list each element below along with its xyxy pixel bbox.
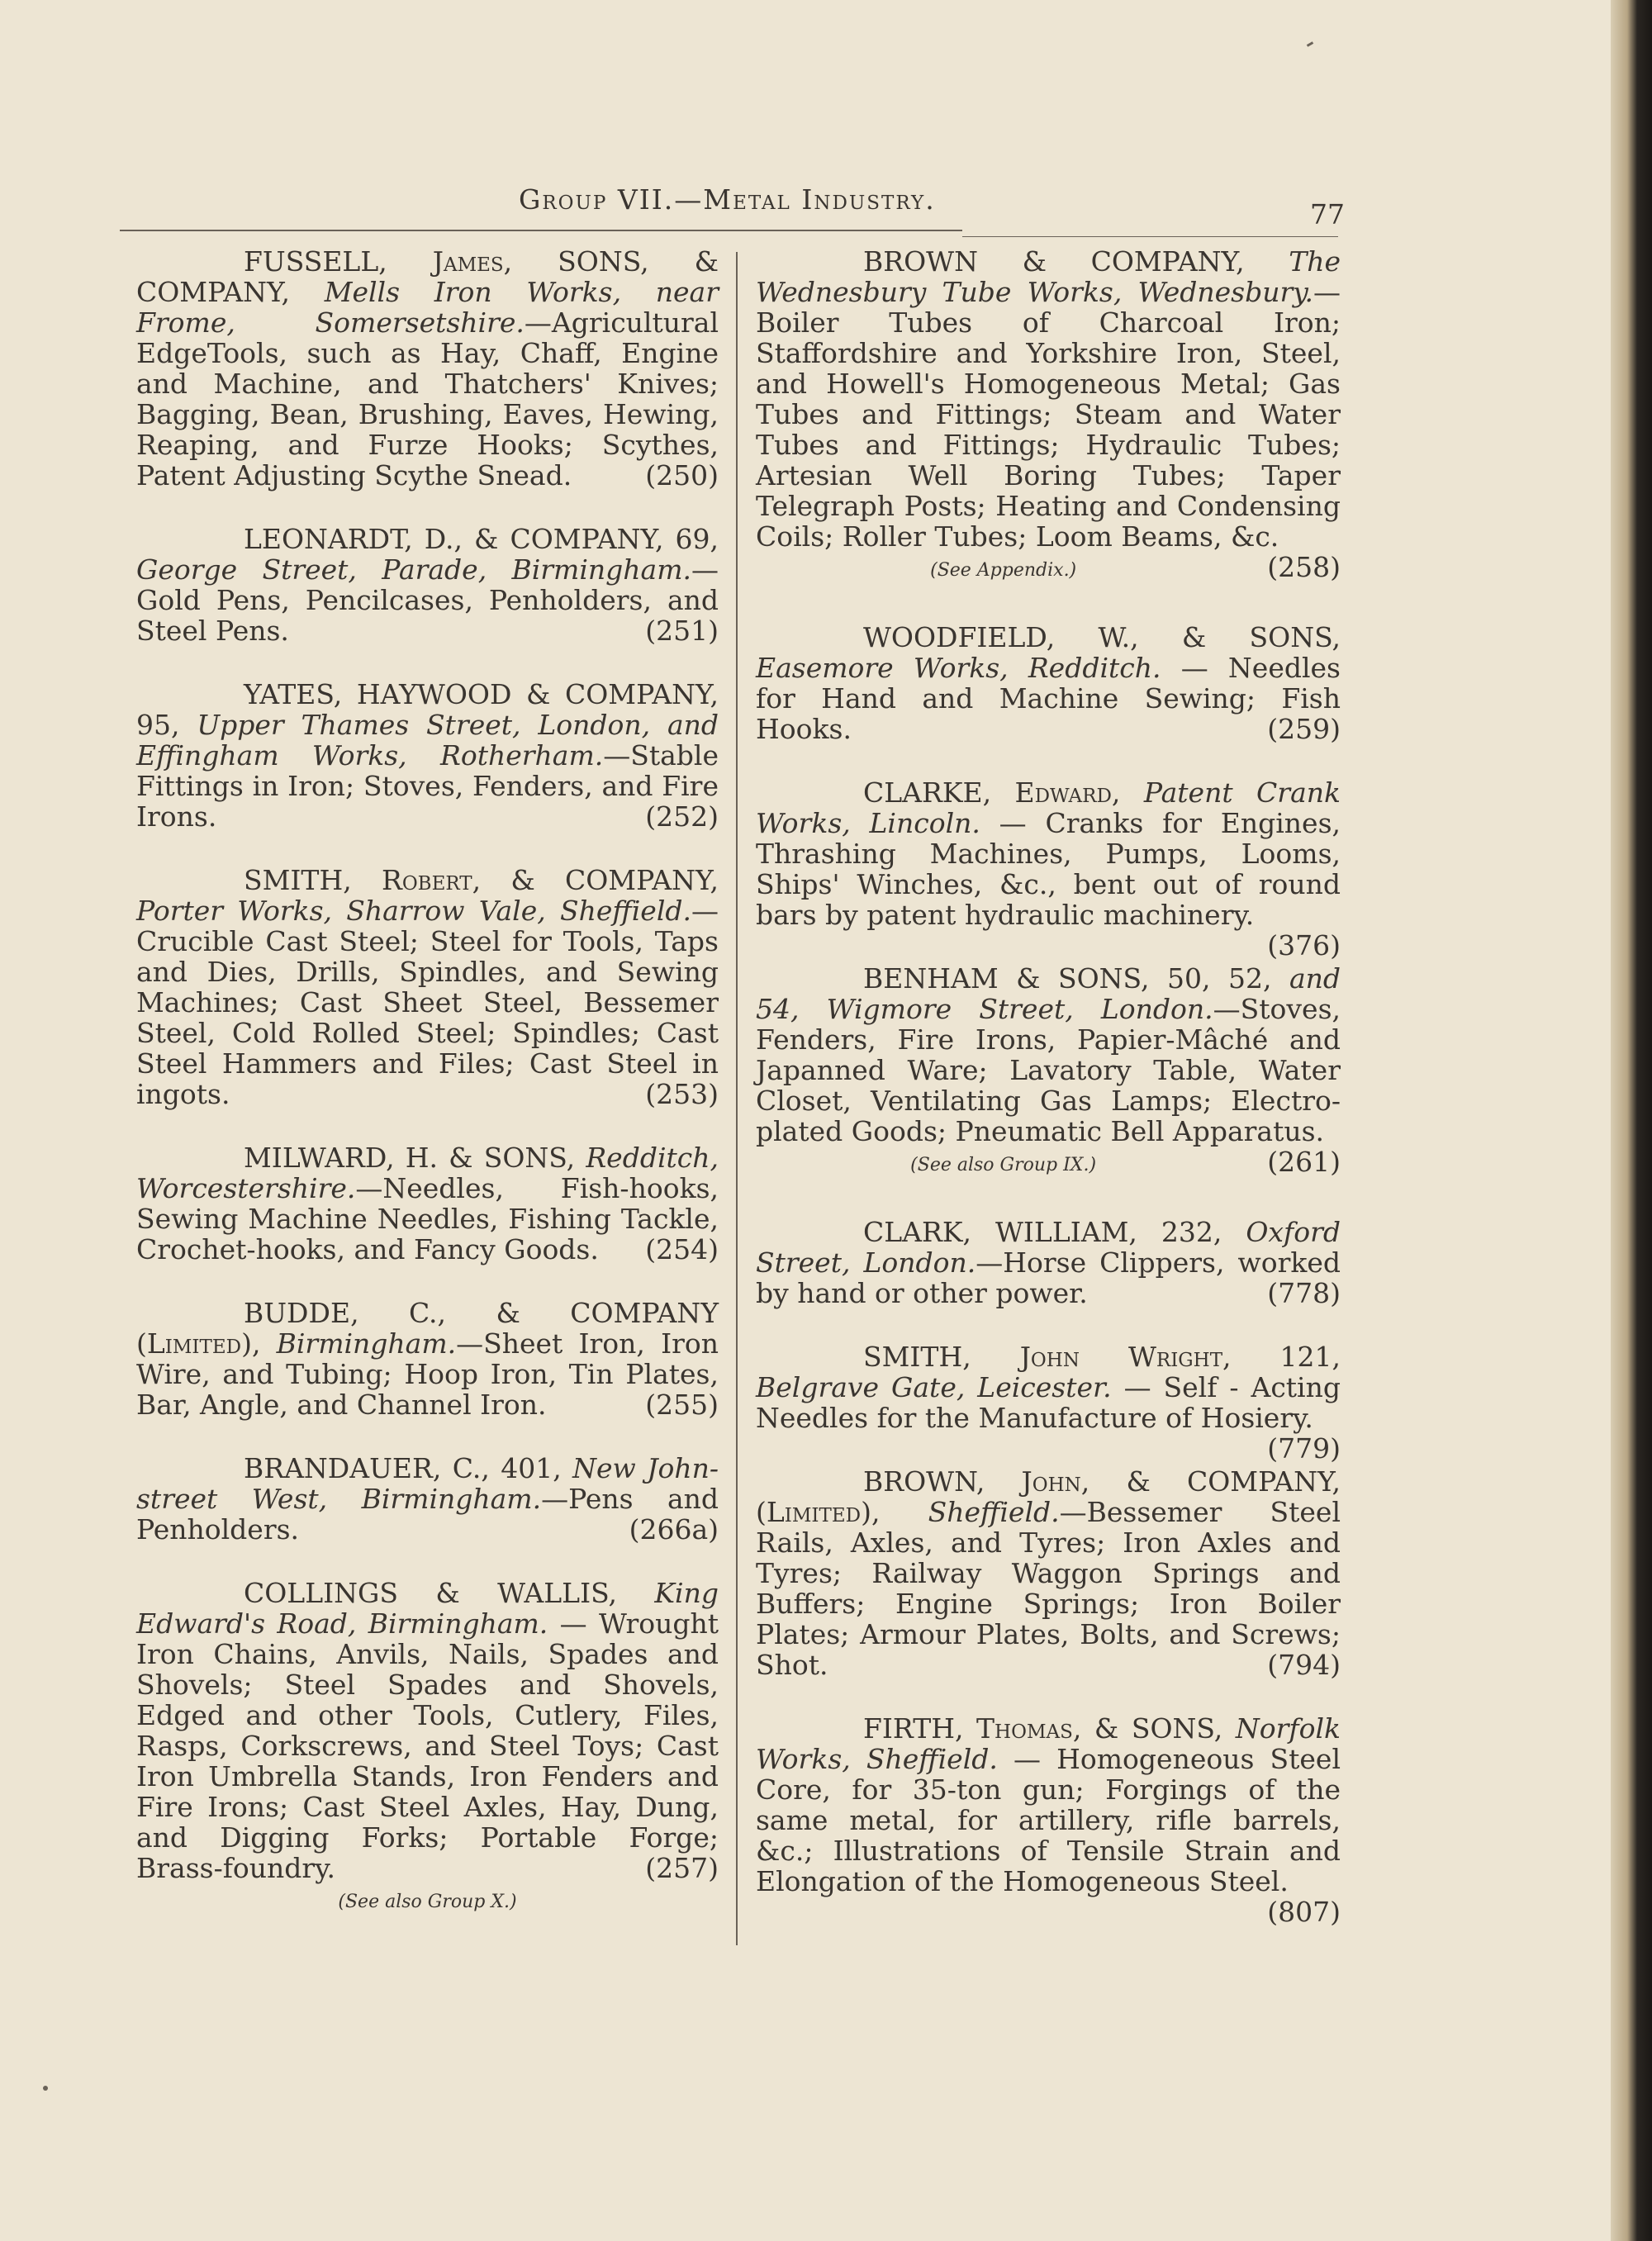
entry-number: (258) (1267, 551, 1341, 583)
entry-name: SMITH, (863, 1341, 1020, 1373)
entry-name: LEONARDT, D., & COMPANY, 69, (244, 523, 719, 555)
entry-place: New John-street West, Birmingham. (136, 1452, 719, 1515)
entry (136, 1298, 719, 1420)
entry-name: FIRTH, (863, 1712, 977, 1745)
entry (136, 1142, 719, 1265)
entry (136, 679, 719, 832)
entry-place: The Wednesbury Tube Works, Wednesbury. (756, 245, 1341, 308)
entry-desc: — Wrought Iron Chains, Anvils, Nails, Spades and Shovels; Steel Spades and Shovels, Edged and other Tools, Cutlery, Files, Rasps, Corkscrews, and Steel Toys; Cast Iron Umbrella Stands, Iron Fenders and Fire Irons; Cast Steel Axles, Hay, Dung, and Digging Forks; Portable Forge; Brass-foundry. (136, 1607, 719, 1884)
entry-number: (261) (1267, 1146, 1341, 1178)
entry-name: FUSSELL, (244, 245, 433, 278)
entry-name: YATES, HAYWOOD & COMPANY, 95, (136, 678, 719, 741)
entry-name: MILWARD, H. & SONS, (244, 1142, 586, 1174)
entry-desc: —Boiler Tubes of Charcoal Iron; Staffordshire and Yorkshire Iron, Steel, and Howell's Homogeneous Metal; Gas Tubes and Fittings; Steam and Water Tubes and Fittings; Hydraulic Tubes; Artesian Well Boring Tubes; Taper Telegraph Posts; Heating and Condensing Coils; Roller Tubes; Loom Beams, &c. (756, 276, 1341, 553)
entry-number: (257) (645, 1852, 719, 1884)
entry (136, 1453, 719, 1545)
entry (756, 622, 1341, 744)
entry-place: Oxford Street, London. (756, 1216, 1341, 1279)
entry-name-sc: Limited (146, 1327, 242, 1360)
entry-number: (778) (1267, 1277, 1341, 1309)
entry-number: (255) (645, 1389, 719, 1421)
entry-desc: —Stable Fittings in Iron; Stoves, Fenders, and Fire Irons. (136, 739, 719, 833)
entry-name: SMITH, (244, 864, 382, 896)
entry-number: (779) (1267, 1432, 1341, 1465)
header-title: Metal Industry. (703, 183, 936, 216)
entry-name: CLARKE, (863, 776, 1015, 809)
column-divider (736, 252, 738, 1945)
entry-number: (250) (645, 459, 719, 491)
entry-place: and 54, Wigmore Street, London. (756, 962, 1341, 1025)
entry-place: Easemore Works, Redditch. (756, 652, 1161, 684)
entry-name-rest: ), (241, 1327, 277, 1360)
entry-name-rest: 121, (1231, 1341, 1341, 1373)
entry-name-sc: Thomas, (976, 1712, 1082, 1745)
right-column (756, 246, 1341, 1930)
entry-place: Belgrave Gate, Leicester. (756, 1371, 1112, 1403)
entry-name-sc: Edward, (1014, 776, 1121, 809)
entry-name: COLLINGS & WALLIS, (244, 1577, 655, 1609)
entry-place: Sheffield. (928, 1496, 1060, 1528)
header-group: Group VII. (519, 183, 675, 216)
page-number: 77 (1310, 198, 1345, 230)
entry-name: CLARK, WILLIAM, 232, (863, 1216, 1246, 1248)
entry-name: WOODFIELD, W., & SONS, (863, 621, 1341, 653)
left-column (136, 246, 719, 1954)
entry-place: Redditch, Worcestershire. (136, 1142, 719, 1204)
entry-place: Porter Works, Sharrow Vale, Sheffield. (136, 895, 691, 927)
header-rule (120, 230, 962, 231)
entry (136, 865, 719, 1109)
entry-desc: — Homogeneous Steel Core, for 35-ton gun; Forgings of the same metal, for artillery, rifle barrels, &c.; Illustrations of Tensile Strain and Elongation of the Homogeneous Steel. (756, 1743, 1341, 1897)
entry-place: Birmingham. (276, 1327, 457, 1360)
running-header (519, 183, 936, 216)
entry-name-sc: James, (432, 245, 513, 278)
entry-desc: —Horse Clippers, worked by hand or other power. (756, 1246, 1341, 1309)
entry-desc: —Gold Pens, Pencilcases, Penholders, and Steel Pens. (136, 553, 719, 647)
entry-name: BROWN, (863, 1465, 1022, 1498)
entry (756, 776, 1341, 961)
entry-desc: —Crucible Cast Steel; Steel for Tools, Taps and Dies, Drills, Spindles, and Sewing Machines; Cast Sheet Steel, Bessemer Steel, Cold Rolled Steel; Spindles; Cast Steel Hammers and Files; Cast Steel in ingots. (136, 895, 719, 1110)
entry-number: (253) (645, 1078, 719, 1110)
entry-desc: —Pens and Penholders. (136, 1483, 719, 1545)
entry-name-rest: & COMPANY, ( (756, 1465, 1341, 1528)
entry-number: (807) (1267, 1896, 1341, 1928)
entry-desc: —Bessemer Steel Rails, Axles, and Tyres; Iron Axles and Tyres; Railway Waggon Springs and Buffers; Engine Springs; Iron Boiler Plates; Armour Plates, Bolts, and Screws; Shot. (756, 1496, 1341, 1681)
entry (136, 246, 719, 491)
entry-name-sc: Limited (766, 1496, 862, 1528)
entry (756, 1712, 1341, 1928)
entry-number: (259) (1267, 713, 1341, 745)
stray-mark (43, 2086, 48, 2091)
entry-desc: —Needles, Fish-hooks, Sewing Machine Needles, Fishing Tackle, Crochet-hooks, and Fancy Goods. (136, 1172, 719, 1265)
entry-place: Mells Iron Works, near Frome, Somersetshire. (136, 276, 719, 339)
see-also-note: (See also Group IX.) (910, 1155, 1097, 1175)
entry-number: (266a) (629, 1513, 719, 1545)
see-also-note: (See also Group X.) (338, 1892, 517, 1912)
entry-desc: — Self - Acting Needles for the Manufacture of Hosiery. (756, 1371, 1341, 1434)
stray-mark (1307, 41, 1313, 47)
entry-desc: — Cranks for Engines, Thrashing Machines, Pumps, Looms, Ships' Winches, &c., bent out of round bars by patent hydraulic machinery. (756, 807, 1341, 931)
entry-place: King Edward's Road, Birmingham. (136, 1577, 719, 1640)
entry-name: BROWN & COMPANY, (863, 245, 1289, 278)
entry-number: (794) (1267, 1649, 1341, 1681)
book-edge (1611, 0, 1652, 2241)
entry (136, 1578, 719, 1883)
entry-number: (251) (645, 615, 719, 647)
entry-name-rest: SONS, & COMPANY, (136, 245, 719, 308)
entry-number: (254) (645, 1233, 719, 1265)
entry (756, 1341, 1341, 1465)
entry-name-sc: Robert, (381, 864, 482, 896)
entry-number: (252) (645, 800, 719, 833)
entry-name-rest: ), (861, 1496, 928, 1528)
entry-place: Upper Thames Street, London, and Effingham Works, Rotherham. (136, 709, 719, 772)
entry-place: Norfolk Works, Sheffield. (756, 1712, 1341, 1775)
entry-place: Patent Crank Works, Lincoln. (756, 776, 1341, 839)
entry-desc: —Agricultural EdgeTools, such as Hay, Chaff, Engine and Machine, and Thatchers' Knives; Bagging, Bean, Brushing, Eaves, Hewing, Reaping, and Furze Hooks; Scythes, Patent Adjusting Scythe Snead. (136, 306, 719, 491)
entry-name-sc: John, (1021, 1465, 1090, 1498)
see-also-note: (See Appendix.) (930, 560, 1077, 581)
entry (756, 1217, 1341, 1308)
entry (756, 1466, 1341, 1680)
entry-name-rest: & SONS, (1081, 1712, 1236, 1745)
entry-name-rest: & COMPANY, (481, 864, 719, 896)
entry-place: George Street, Parade, Birmingham. (136, 553, 691, 586)
entry-desc: — Needles for Hand and Machine Sewing; Fish Hooks. (756, 652, 1341, 745)
entry-name: BENHAM & SONS, 50, 52, (863, 962, 1289, 995)
header-dash: — (674, 183, 704, 216)
entry-number: (376) (1267, 929, 1341, 961)
entry (136, 524, 719, 646)
entry-name-rest (1120, 776, 1143, 809)
entry-desc: —Stoves, Fenders, Fire Irons, Papier-Mâché and Japanned Ware; Lavatory Table, Water Closet, Ventilating Gas Lamps; Electro-plated Goods; Pneumatic Bell Apparatus. (756, 993, 1341, 1147)
entry-name: BRANDAUER, C., 401, (244, 1452, 573, 1484)
entry-name-sc: John Wright, (1019, 1341, 1232, 1373)
entry-desc: —Sheet Iron, Iron Wire, and Tubing; Hoop Iron, Tin Plates, Bar, Angle, and Channel Iron. (136, 1327, 719, 1421)
entry-name: BUDDE, C., & COMPANY ( (136, 1297, 719, 1360)
header-rule-right (962, 236, 1338, 237)
